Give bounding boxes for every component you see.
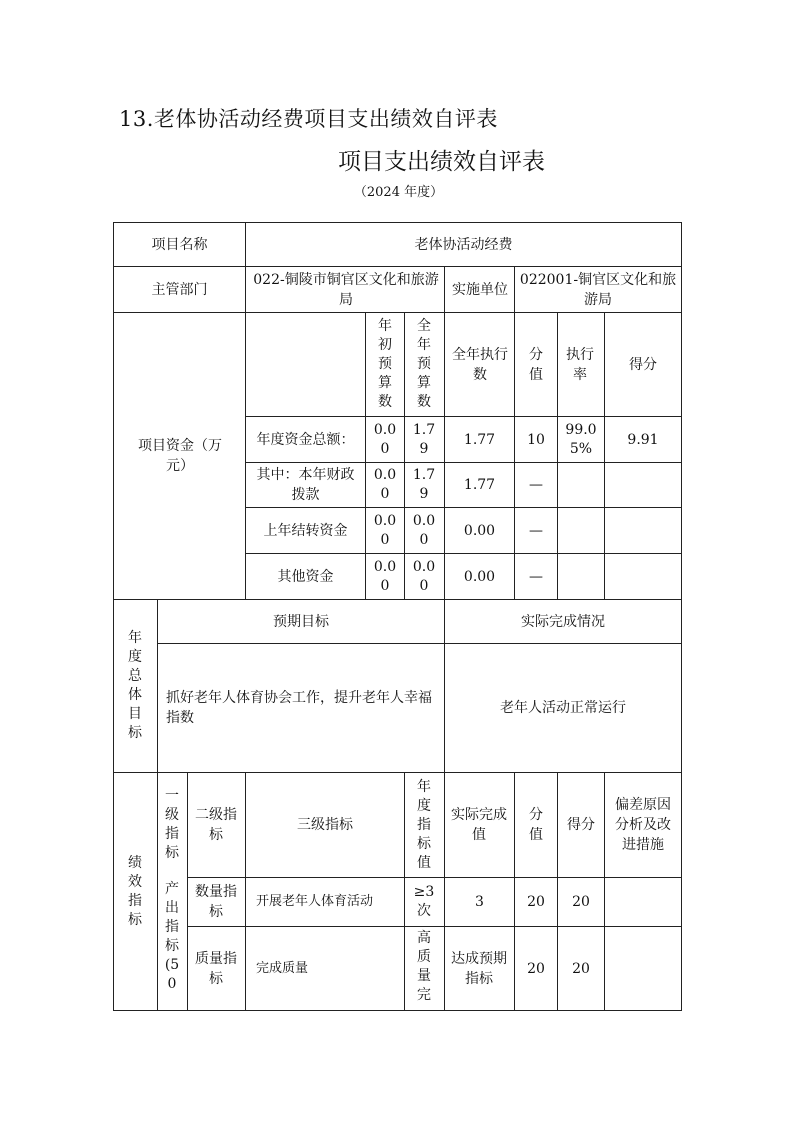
indicator-row-actual: 达成预期指标	[451, 950, 507, 987]
indicator-row-annual: 高质量完	[417, 930, 431, 1003]
funds-row-score-value: —	[529, 568, 543, 585]
impl-label: 实施单位	[452, 281, 508, 298]
funds-row-rate	[558, 554, 604, 599]
funds-row-score	[605, 463, 681, 507]
funds-header-score-value: 分值	[529, 346, 543, 383]
funds-row-score-value: —	[529, 477, 543, 493]
indicator-row-level3: 完成质量	[256, 960, 309, 976]
form-title: 项目支出绩效自评表	[338, 149, 545, 175]
indicator-header-level1: 一级指标	[165, 788, 179, 861]
funds-label: 项目资金（万元）	[138, 438, 222, 474]
dept-label: 主管部门	[151, 281, 208, 298]
funds-row-full: 0.00	[412, 558, 436, 594]
funds-row-score	[605, 508, 681, 553]
funds-row-rate	[558, 463, 604, 507]
indicator-row-actual: 3	[475, 894, 484, 910]
funds-header-score: 得分	[629, 356, 657, 373]
funds-row-label: 其他资金	[277, 568, 334, 585]
indicator-header-deviation: 偏差原因分析及改进措施	[615, 797, 671, 853]
indicator-header-level2: 二级指标	[195, 807, 237, 843]
indicator-header-actual: 实际完成值	[451, 807, 507, 843]
funds-row-score: 9.91	[627, 431, 659, 448]
funds-row-rate: 99.05%	[565, 421, 597, 457]
goal-actual: 老年人活动正常运行	[500, 700, 626, 716]
indicators-label: 绩效指标	[128, 854, 142, 928]
funds-row-exec: 0.00	[463, 568, 496, 585]
funds-row-label: 年度资金总额：	[256, 431, 355, 448]
funds-row-full: 1.79	[412, 467, 436, 502]
indicator-row-score: 20	[572, 894, 590, 910]
goal-expected: 抓好老年人体育协会工作，提升老年人幸福指数	[166, 690, 432, 726]
funds-row-label: 上年结转资金	[263, 522, 348, 539]
funds-header-rate: 执行率	[566, 346, 594, 383]
funds-row-full: 1.79	[412, 421, 436, 457]
section-heading: 13.老体协活动经费项目支出绩效自评表	[119, 107, 498, 131]
impl-value: 022001-铜官区文化和旅游局	[519, 271, 677, 308]
funds-row-score	[605, 554, 681, 599]
funds-header-exec: 全年执行数	[452, 346, 508, 383]
funds-row-initial: 0.00	[373, 421, 397, 457]
indicator-header-annual: 年度指标值	[417, 778, 431, 871]
indicator-row-deviation	[605, 927, 681, 1010]
indicator-row-annual: ≥3次	[413, 884, 435, 919]
funds-header-initial: 年初预算数	[378, 318, 392, 410]
indicator-header-score-value: 分值	[529, 807, 543, 843]
indicator-row-deviation	[605, 878, 681, 926]
funds-row-label: 其中：本年财政拨款	[256, 467, 355, 503]
funds-header-full: 全年预算数	[417, 318, 431, 410]
funds-row-initial: 0.00	[373, 512, 397, 548]
funds-row-initial: 0.00	[373, 467, 397, 502]
indicator-row-level2: 质量指标	[195, 950, 237, 987]
funds-row-exec: 1.77	[463, 477, 496, 493]
indicator-row-score: 20	[572, 960, 590, 977]
funds-row-rate	[558, 508, 604, 553]
indicator-level1-output: 产出指标(50	[164, 881, 180, 992]
project-name-value: 老体协活动经费	[414, 236, 513, 253]
funds-row-exec: 1.77	[463, 431, 496, 448]
funds-row-full: 0.00	[412, 512, 436, 548]
indicator-row-score-value: 20	[527, 894, 545, 910]
year-note: （2024 年度）	[353, 185, 444, 200]
indicator-row-level3: 开展老年人体育活动	[256, 894, 374, 909]
goal-actual-header: 实际完成情况	[521, 613, 605, 630]
indicator-header-level3: 三级指标	[297, 817, 353, 833]
funds-row-exec: 0.00	[463, 522, 496, 539]
indicator-row-level2: 数量指标	[195, 884, 237, 920]
funds-row-initial: 0.00	[373, 558, 397, 594]
project-name-label: 项目名称	[151, 236, 208, 253]
indicator-row-score-value: 20	[527, 960, 545, 977]
indicator-header-score: 得分	[567, 817, 595, 833]
goal-expected-header: 预期目标	[273, 613, 329, 630]
funds-row-score-value: 10	[527, 431, 545, 448]
dept-value: 022-铜陵市铜官区文化和旅游局	[253, 271, 439, 308]
funds-row-score-value: —	[529, 522, 543, 539]
goal-label: 年度总体目标	[128, 630, 142, 741]
